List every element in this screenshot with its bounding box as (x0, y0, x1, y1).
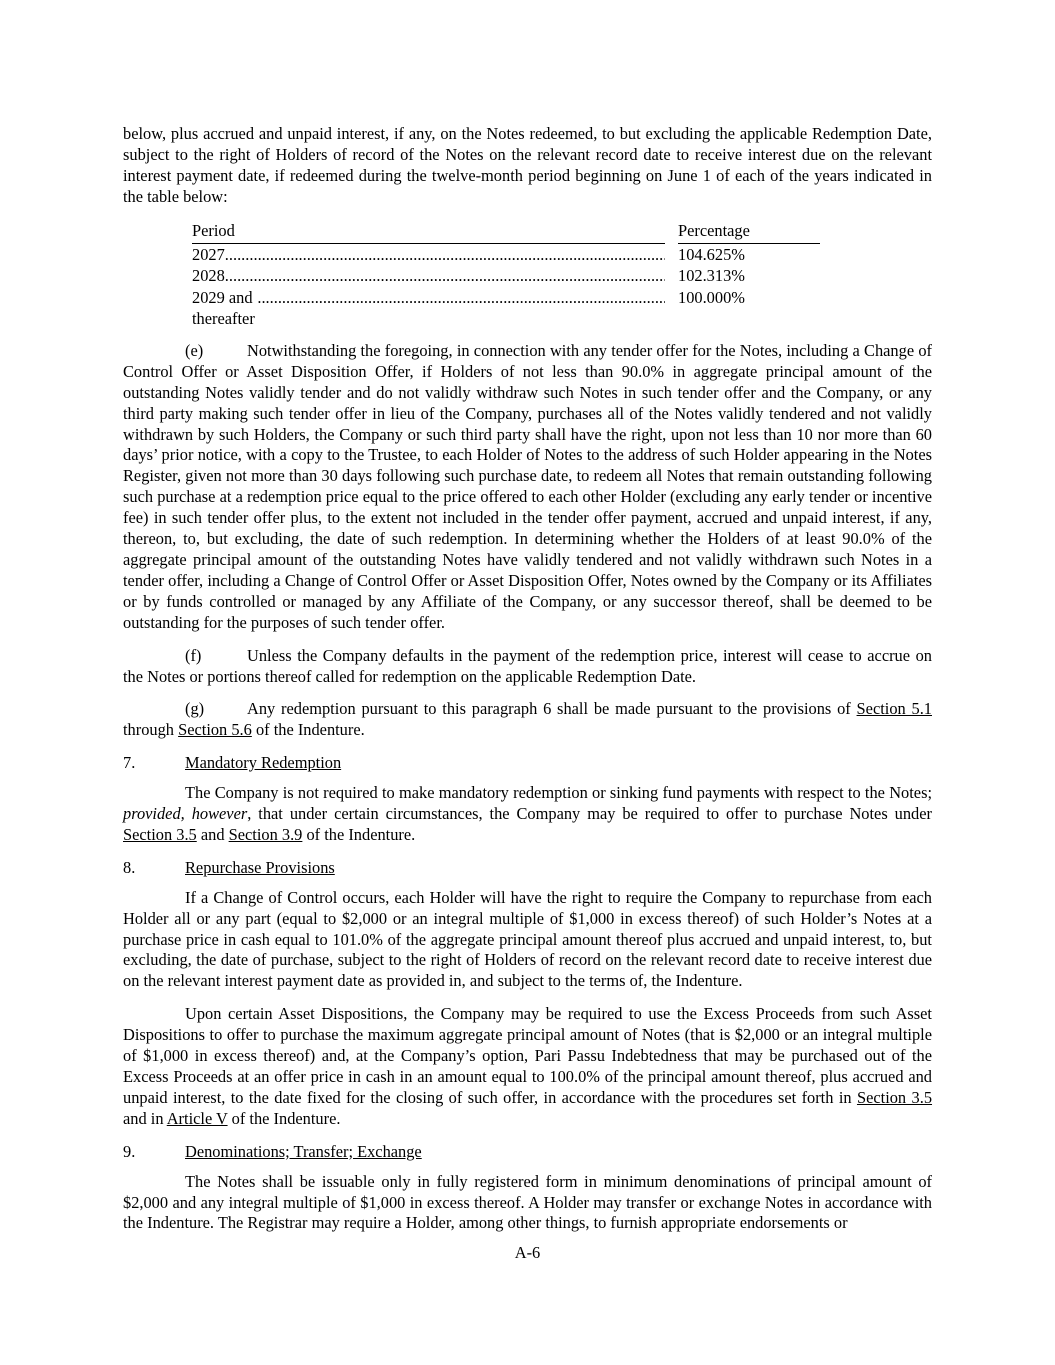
paragraph-text (123, 1172, 932, 1233)
paragraph-label: (g) (185, 699, 205, 719)
text-segment: The Company is not required to make mandatory redemption or sinking fund payments with respect to the Notes; (185, 783, 932, 803)
table-cell-period (192, 244, 665, 266)
section-9-heading (123, 1142, 932, 1163)
table-header-period: Period (192, 221, 665, 244)
paragraph-e (123, 341, 932, 634)
table-cell-period (192, 287, 665, 330)
section-title: Mandatory Redemption (185, 753, 342, 773)
dot-leader (225, 244, 665, 266)
period-value: 2027 (192, 244, 225, 264)
table-cell-percentage: 100.000% (678, 287, 745, 307)
continuation-paragraph: below, plus accrued and unpaid interest, if any, on the Notes redeemed, to but excluding the applicable Redemption Date, subject to the right of Holders of record of the Notes on the relevant record date to receive interest due on the relevant interest payment date, if redeemed during the twelve-month period beginning on June 1 of each of the years indicated in the table below: (123, 124, 932, 206)
underlined-reference: Section 3.9 (228, 824, 303, 844)
paragraph-text (123, 1004, 932, 1128)
text-segment: Notwithstanding the foregoing, in connection with any tender offer for the Notes, including a Change of Control Offer or Asset Disposition Offer, if Holders of not less than 90.0% in aggregate principal amount of the outstanding Notes validly tender and do not validly withdraw such Notes in such tender offer and the Company, or any third party making such tender offer in lieu of the Company, purchases all of the Notes validly tendered and not validly withdrawn by such Holders, the Company or such third party shall have the right, upon not less than 10 nor more than 60 days’ prior notice, with a copy to the Trustee, to each Holder of Notes to the address of such Holder appearing in the Notes Register, given not more than 30 days following such purchase date, to redeem all Notes that remain outstanding following such purchase at a redemption price equal to the price offered to each other Holder (excluding any early tender or incentive fee) in such tender offer plus, to the extent not included in the tender offer payment, accrued and unpaid interest, if any, thereon, to, but excluding, the date of such redemption. In determining whether the Holders of at least 90.0% of the aggregate principal amount of the outstanding Notes have validly tendered and not validly withdrawn such Notes in a tender offer, including a Change of Control Offer or Asset Disposition Offer, Notes owned by the Company or its Affiliates or by funds controlled or managed by any Affiliate of the Company, or any successor thereof, shall be deemed to be outstanding for the purposes of such tender offer. (123, 340, 932, 632)
text-segment: of the Indenture. (302, 824, 416, 844)
table-cell-period (192, 265, 665, 287)
table-row (192, 265, 820, 287)
section-number: 8. (123, 857, 136, 877)
paragraph-text (123, 341, 932, 632)
section-7-paragraph (123, 783, 932, 846)
period-value: 2029 and thereafter (192, 287, 255, 329)
section-title: Repurchase Provisions (185, 857, 335, 877)
paragraph-f (123, 646, 932, 688)
text-segment: of the Indenture. (251, 720, 365, 740)
page-number: A-6 (514, 1243, 541, 1262)
section-number: 7. (123, 753, 136, 773)
document-body (123, 124, 932, 1246)
table-header-percentage: Percentage (678, 221, 820, 244)
text-segment: and in (123, 1108, 167, 1128)
text-segment: of the Indenture. (227, 1108, 341, 1128)
paragraph-g (123, 699, 932, 741)
paragraph-text (123, 888, 932, 991)
underlined-reference: Section 5.6 (178, 720, 252, 740)
dot-leader (257, 287, 665, 330)
text-segment: through (123, 720, 179, 740)
table-cell-percentage: 104.625% (678, 244, 745, 264)
text-segment: Upon certain Asset Dispositions, the Company may be required to use the Excess Proceeds from such Asset Dispositions to offer to purchase the maximum aggregate principal amount of Notes (that is $2,000 or an integral multiple of $1,000 in excess thereof) and, at the Company’s option, Pari Passu Indebtedness that may be purchased out of the Excess Proceeds at an offer price in cash in an amount equal to 100.0% of the principal amount thereof, plus accrued and unpaid interest, to the date fixed for the closing of such offer, in accordance with the procedures set forth in (123, 1004, 932, 1107)
section-8-paragraph-1 (123, 888, 932, 993)
text-segment: and (196, 824, 229, 844)
underlined-reference: Article V (166, 1108, 228, 1128)
text-segment: Any redemption pursuant to this paragraph 6 shall be made pursuant to the provisions of (247, 699, 857, 719)
underlined-reference: Section 3.5 (123, 824, 197, 844)
dot-leader (225, 265, 665, 287)
underlined-reference: Section 5.1 (856, 699, 932, 719)
table-row (192, 244, 820, 266)
table-row (192, 287, 820, 330)
paragraph-label: (f) (185, 645, 202, 665)
text-segment: The Notes shall be issuable only in fully registered form in minimum denominations of principal amount of $2,000 and any integral multiple of $1,000 in excess thereof. A Holder may transfer or exchange Notes in accordance with the Indenture. The Registrar may require a Holder, among other things, to furnish appropriate endorsements or (123, 1171, 932, 1233)
period-value: 2028 (192, 266, 225, 286)
section-9-paragraph (123, 1172, 932, 1235)
paragraph-text (123, 783, 932, 844)
section-number: 9. (123, 1141, 136, 1161)
section-8-paragraph-2 (123, 1004, 932, 1129)
text-segment: , that under certain circumstances, the Company may be required to offer to purchase Notes under (247, 804, 932, 824)
italic-text: provided, however (123, 804, 248, 824)
text-segment: If a Change of Control occurs, each Holder will have the right to require the Company to repurchase from each Holder all or any part (equal to $2,000 or an integral multiple of $1,000 in excess thereof) of such Holder’s Notes at a purchase price in cash equal to 101.0% of the aggregate principal amount thereof plus accrued and unpaid interest, to, but excluding, the date of purchase, subject to the right of Holders of record on the relevant record date to receive interest due on the relevant interest payment date as provided in, and subject to the terms of, the Indenture. (123, 887, 932, 991)
table-header-row (192, 221, 820, 244)
table-cell-percentage: 102.313% (678, 266, 745, 286)
underlined-reference: Section 3.5 (856, 1087, 933, 1107)
redemption-price-table (192, 221, 820, 330)
paragraph-label: (e) (185, 340, 204, 360)
text-segment: Unless the Company defaults in the payment of the redemption price, interest will cease to accrue on the Notes or portions thereof called for redemption on the applicable Redemption Date. (123, 645, 932, 686)
section-7-heading (123, 753, 932, 774)
section-8-heading (123, 858, 932, 879)
section-title: Denominations; Transfer; Exchange (185, 1141, 422, 1161)
